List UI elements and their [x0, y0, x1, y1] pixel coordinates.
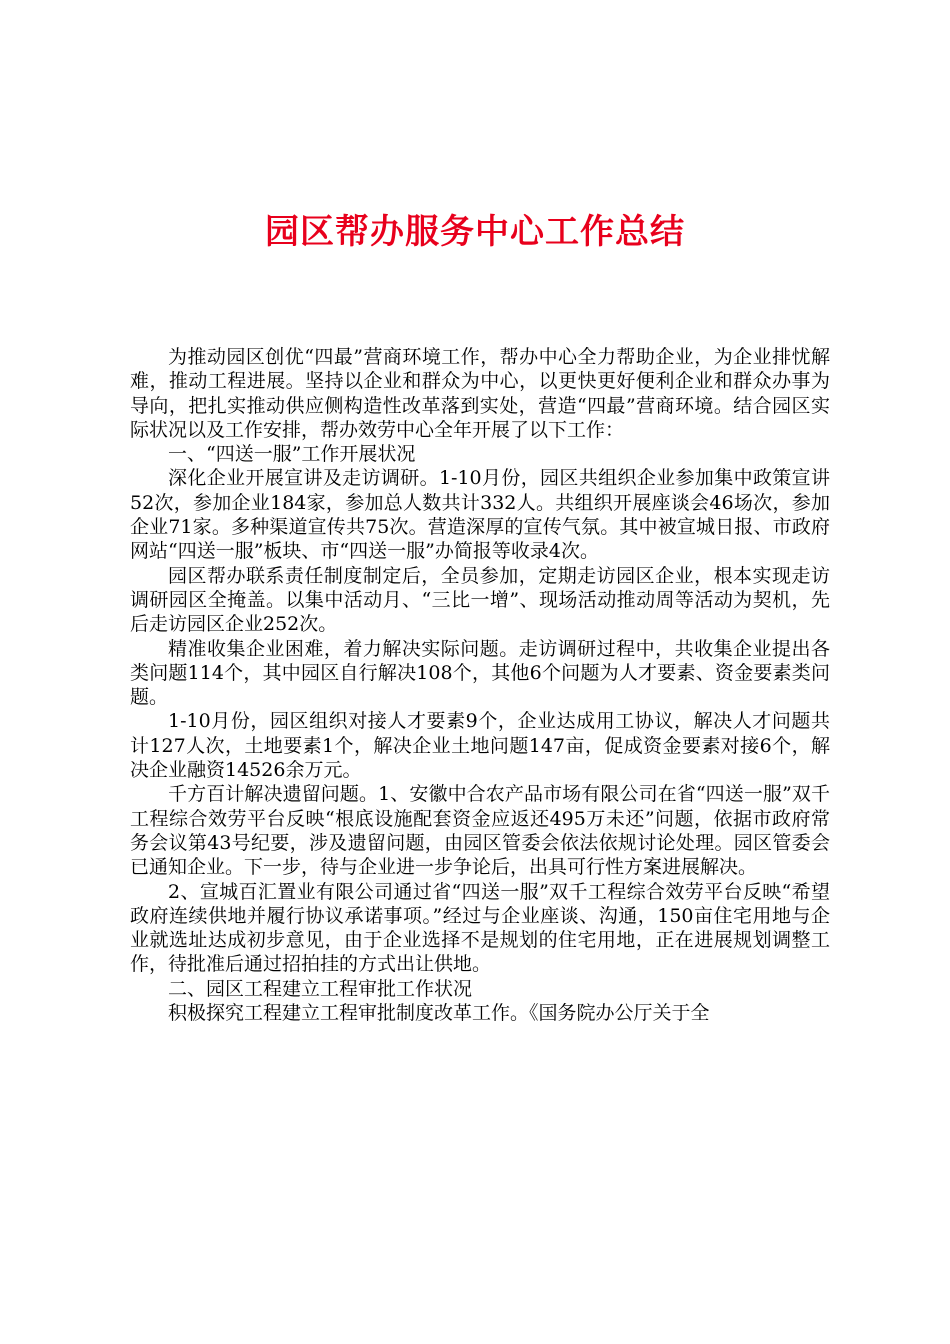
section-heading-1: 一、“四送一服”工作开展状况	[168, 443, 416, 466]
paragraph: 2、宣城百汇置业有限公司通过省“四送一服”双千工程综合效劳平台反映“希望政府连续供地并履行协议承诺事项。”经过与企业座谈、沟通，150亩住宅用地与企业就选址达成初步意见，由于企业选择不是规划的住宅用地，正在进展规划调整工作，待批准后通过招拍挂的方式出让供地。	[130, 880, 830, 976]
paragraph: 1-10月份，园区组织对接人才要素9个，企业达成用工协议，解决人才问题共计127人次，土地要素1个，解决企业土地问题147亩，促成资金要素对接6个，解决企业融资14526余万元。	[130, 710, 830, 782]
paragraph: 积极探究工程建立工程审批制度改革工作。《国务院办公厅关于全	[168, 1002, 710, 1025]
paragraph: 深化企业开展宣讲及走访调研。1-10月份，园区共组织企业参加集中政策宣讲52次，参加企业184家，参加总人数共计332人。共组织开展座谈会46场次，参加企业71家。多种渠道宣传共75次。营造深厚的宣传气氛。其中被宣城日报、市政府网站“四送一服”板块、市“四送一服”办简报等收录4次。	[130, 467, 830, 563]
paragraph: 精准收集企业困难，着力解决实际问题。走访调研过程中，共收集企业提出各类问题114个，其中园区自行解决108个，其他6个问题为人才要素、资金要素类问题。	[130, 637, 830, 709]
document-title: 园区帮办服务中心工作总结	[265, 212, 685, 252]
paragraph-intro: 为推动园区创优“四最”营商环境工作，帮办中心全力帮助企业，为企业排忧解难，推动工程进展。坚持以企业和群众为中心，以更快更好便利企业和群众办事为导向，把扎实推动供应侧构造性改革落到实处，营造“四最”营商环境。结合园区实际状况以及工作安排，帮办效劳中心全年开展了以下工作：	[130, 346, 830, 441]
section-heading-2: 二、园区工程建立工程审批工作状况	[168, 977, 473, 1000]
paragraph: 园区帮办联系责任制度制定后，全员参加，定期走访园区企业，根本实现走访调研园区全掩盖。以集中活动月、“三比一增”、现场活动推动周等活动为契机，先后走访园区企业252次。	[130, 564, 830, 636]
document-body	[130, 345, 830, 1025]
paragraph: 千方百计解决遗留问题。1、安徽中合农产品市场有限公司在省“四送一服”双千工程综合效劳平台反映“根底设施配套资金应返还495万未还”问题，依据市政府常务会议第43号纪要，涉及遗留问题，由园区管委会依法依规讨论处理。园区管委会已通知企业。下一步，待与企业进一步争论后，出具可行性方案进展解决。	[130, 783, 830, 879]
